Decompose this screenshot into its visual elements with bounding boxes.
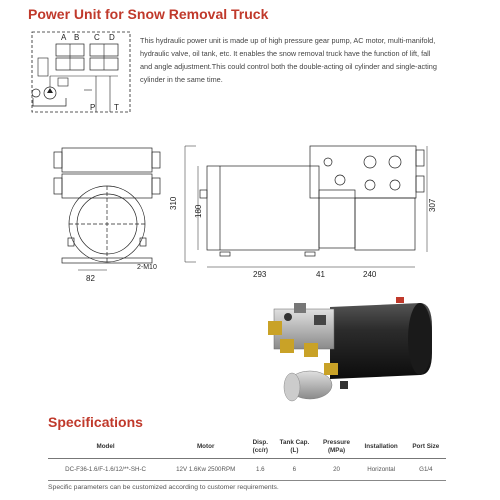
cell-disp: 1.6 [248, 459, 272, 481]
table-header-row [48, 436, 446, 459]
header-tank: Tank Cap. (L) [272, 436, 316, 459]
header-pressure: Pressure (MPa) [316, 436, 356, 459]
dim-307: 307 [428, 198, 437, 212]
port-a-label: A [61, 33, 67, 42]
table-row [48, 459, 446, 481]
product-description: This hydraulic power unit is made up of high pressure gear pump, AC motor, multi-manifold, hydraulic valve, oil tank, etc. It enables the snow removal truck have the function of lift, fall and angle adjustment.This could control both the double-acting oil cylinder and single-acting cylinder in the same time. [140, 36, 437, 84]
dim-2-m10: 2-M10 [137, 264, 157, 271]
dim-310: 310 [169, 196, 178, 210]
side-view [200, 146, 424, 256]
port-p-label: P [90, 103, 96, 112]
product-photo [260, 295, 440, 405]
specifications-table [48, 436, 446, 481]
cell-port: G1/4 [406, 459, 446, 481]
header-port: Port Size [406, 436, 446, 459]
dimension-drawing [40, 140, 460, 290]
page-title: Power Unit for Snow Removal Truck [28, 6, 269, 22]
dim-240: 240 [363, 270, 377, 279]
port-t-label: T [114, 103, 119, 112]
customization-note: Specific parameters can be customized according to customer requirements. [48, 484, 279, 491]
port-d-label: D [109, 33, 115, 42]
header-model: Model [48, 436, 163, 459]
port-b-label: B [74, 33, 80, 42]
cell-model: DC-F36-1.6/F-1.6/12/**-SH-C [48, 459, 163, 481]
cell-installation: Horizontal [357, 459, 406, 481]
cell-tank: 6 [272, 459, 316, 481]
hydraulic-schematic [28, 28, 134, 116]
dim-180: 180 [194, 204, 203, 218]
cell-pressure: 20 [316, 459, 356, 481]
dim-293: 293 [253, 270, 267, 279]
header-motor: Motor [163, 436, 248, 459]
specifications-title: Specifications [48, 414, 143, 430]
port-c-label: C [94, 33, 100, 42]
header-installation: Installation [357, 436, 406, 459]
header-disp: Disp. (cc/r) [248, 436, 272, 459]
cell-motor: 12V 1.6Kw 2500RPM [163, 459, 248, 481]
dim-41: 41 [316, 270, 325, 279]
dim-82: 82 [86, 274, 95, 283]
front-view [54, 148, 160, 263]
